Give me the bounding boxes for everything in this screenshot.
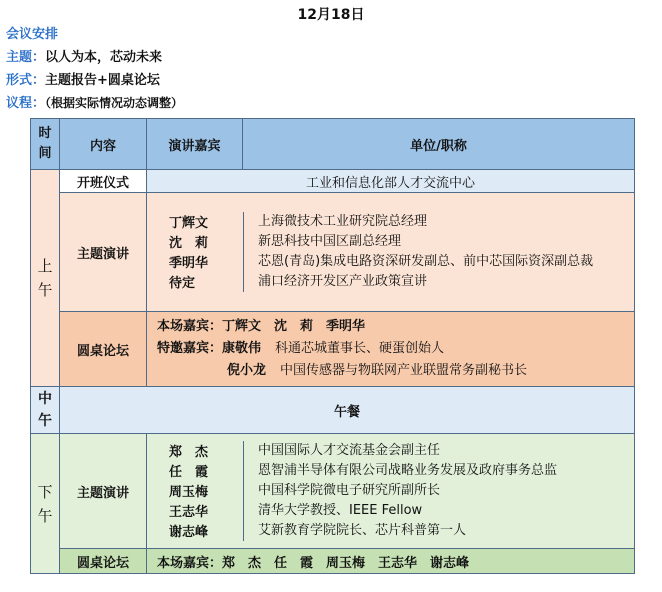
speaker-name: 季明华 (169, 256, 209, 271)
afternoon-roundtable-label: 圆桌论坛 (60, 549, 147, 574)
guest-key: 特邀嘉宾： (157, 341, 223, 356)
lunch-cell: 午餐 (60, 387, 635, 434)
afternoon-keynote-speakers (147, 434, 635, 549)
speaker-name: 任 霞 (169, 465, 209, 480)
afternoon-roundtable-guests: 本场嘉宾：郑 杰 任 霞 周玉梅 王志华 谢志峰 (147, 549, 635, 574)
header-content: 内容 (60, 119, 147, 170)
guest-org: 科通芯城董事长、硬蛋创始人 (275, 341, 445, 356)
header-row (31, 119, 635, 170)
guest-org: 中国传感器与物联网产业联盟常务副秘书长 (280, 363, 528, 378)
morning-roundtable-row (31, 312, 635, 387)
afternoon-time-cell: 下午 (31, 434, 60, 574)
speaker-entry (147, 272, 634, 292)
morning-keynote-row (31, 193, 635, 312)
header-org: 单位/职称 (243, 119, 635, 170)
roundtable-guest-line (157, 338, 634, 360)
speaker-entry (147, 441, 634, 461)
speaker-org: 艾新教育学院院长、芯片科普第一人 (243, 521, 634, 541)
speaker-org: 中国国际人才交流基金会副主任 (243, 441, 634, 461)
afternoon-keynote-label: 主题演讲 (60, 434, 147, 549)
agenda-key: 议程： (6, 96, 46, 111)
speaker-org: 上海微技术工业研究院总经理 (243, 212, 634, 232)
host-key: 本场嘉宾： (157, 319, 223, 334)
speaker-org: 芯恩(青岛)集成电路资深研发副总、前中芯国际资深副总裁 (243, 252, 634, 272)
guest-name: 倪小龙 (227, 363, 267, 378)
host-names: 丁辉文 沈 莉 季明华 (222, 319, 366, 334)
afternoon-roundtable-row (31, 549, 635, 574)
speaker-name: 王志华 (169, 505, 209, 520)
opening-org: 工业和信息化部人才交流中心 (147, 170, 635, 193)
speaker-entry (147, 481, 634, 501)
meeting-title: 会议安排 (6, 27, 59, 42)
noon-row (31, 387, 635, 434)
speaker-name: 郑 杰 (169, 445, 209, 460)
speaker-entry (147, 232, 634, 252)
speaker-entry (147, 461, 634, 481)
schedule-date: 12月18日 (297, 7, 365, 23)
theme-key: 主题： (6, 50, 46, 65)
header-speaker: 演讲嘉宾 (147, 119, 243, 170)
morning-time-cell: 上午 (31, 170, 60, 387)
speaker-entry (147, 521, 634, 541)
morning-keynote-label: 主题演讲 (60, 193, 147, 312)
format-value: 主题报告+圆桌论坛 (45, 73, 160, 88)
speaker-entry (147, 252, 634, 272)
speaker-org: 浦口经济开发区产业政策宣讲 (243, 272, 634, 292)
roundtable-host-line (157, 316, 634, 338)
speaker-name: 周玉梅 (169, 485, 209, 500)
speaker-org: 清华大学教授、IEEE Fellow (243, 501, 634, 521)
speaker-entry (147, 501, 634, 521)
afternoon-keynote-row (31, 434, 635, 549)
morning-roundtable-guests (147, 312, 635, 387)
format-line (6, 69, 160, 88)
speaker-name: 丁辉文 (169, 216, 209, 231)
opening-row (31, 170, 635, 193)
speaker-org: 新思科技中国区副总经理 (243, 232, 634, 252)
guest-name: 康敬伟 (222, 341, 262, 356)
speaker-name: 待定 (169, 276, 196, 291)
header-time: 时间 (31, 119, 60, 170)
morning-roundtable-label: 圆桌论坛 (60, 312, 147, 387)
speaker-org: 中国科学院微电子研究所副所长 (243, 481, 634, 501)
format-key: 形式： (6, 73, 46, 88)
opening-label: 开班仪式 (60, 170, 147, 193)
speaker-entry (147, 212, 634, 232)
speaker-name: 沈 莉 (169, 236, 209, 251)
agenda-table (30, 118, 635, 574)
theme-line (6, 46, 162, 65)
theme-value: 以人为本，芯动未来 (45, 50, 163, 65)
noon-time-cell: 中午 (31, 387, 60, 434)
speaker-name: 谢志峰 (169, 525, 209, 540)
agenda-line (6, 92, 183, 111)
agenda-note: （根据实际情况动态调整） (45, 96, 184, 110)
speaker-org: 恩智浦半导体有限公司战略业务发展及政府事务总监 (243, 461, 634, 481)
roundtable-guest-line (157, 360, 634, 382)
morning-keynote-speakers (147, 193, 635, 312)
